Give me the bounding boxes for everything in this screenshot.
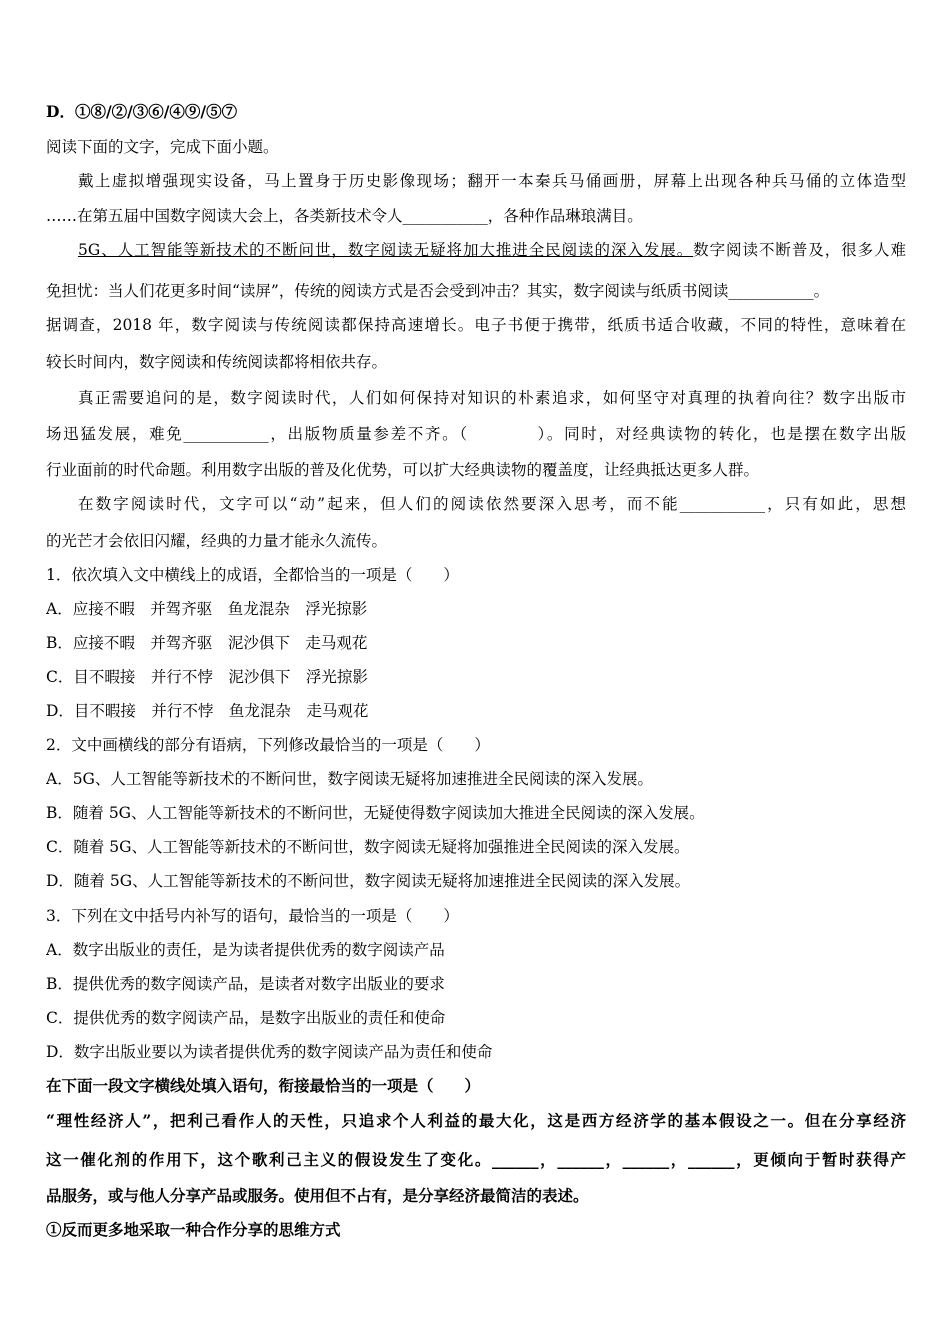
answer-option: C．提供优秀的数字阅读产品，是数字出版业的责任和使命 — [46, 1009, 446, 1027]
passage-line: 行业面前的时代命题。利用数字出版的普及化优势，可以扩大经典读物的覆盖度，让经典抵达更多人群。 — [46, 461, 760, 479]
passage2-line: 品服务，或与他人分享产品或服务。使用但不占有，是分享经济最简洁的表述。 — [46, 1186, 589, 1205]
question-title: 在下面一段文字横线处填入语句，衔接最恰当的一项是（ ） — [46, 1076, 481, 1095]
answer-option: D．随着 5G、人工智能等新技术的不断问世，数字阅读无疑将加速推进全民阅读的深入发展。 — [46, 872, 691, 890]
passage2-line: “理性经济人”，把利己看作人的天性，只追求个人利益的最大化，这是西方经济学的基本假设之一。但在分享经济 — [46, 1111, 906, 1130]
passage-line: ……在第五届中国数字阅读大会上，各类新技术令人___________，各种作品琳琅满目。 — [46, 207, 643, 225]
passage-line: 场迅猛发展，难免___________，出版物质量参差不齐。（ ）。同时，对经典读物的转化，也是摆在数字出版 — [46, 425, 906, 443]
answer-option: A．5G、人工智能等新技术的不断问世，数字阅读无疑将加速推进全民阅读的深入发展。 — [46, 770, 653, 788]
passage-line-tail: 数字阅读不断普及，很多人难 — [693, 241, 906, 259]
answer-option: A．应接不暇 并驾齐驱 鱼龙混杂 浮光掠影 — [46, 600, 368, 618]
answer-option: ①反而更多地采取一种合作分享的思维方式 — [46, 1220, 341, 1239]
previous-question-option-d: D．①⑧/②/③⑥/④⑨/⑤⑦ — [46, 102, 238, 121]
passage2-line: 这一催化剂的作用下，这个歌利己主义的假设发生了变化。______，______，______，______，更倾向于暂时获得产 — [46, 1150, 906, 1169]
question-stem: 2．文中画横线的部分有语病，下列修改最恰当的一项是（ ） — [46, 736, 490, 754]
answer-option: B．提供优秀的数字阅读产品，是读者对数字出版业的要求 — [46, 975, 445, 993]
answer-option: D．目不暇接 并行不悖 鱼龙混杂 走马观花 — [46, 702, 369, 720]
answer-option: B．应接不暇 并驾齐驱 泥沙俱下 走马观花 — [46, 634, 368, 652]
passage-line: 据调查，2018 年，数字阅读与传统阅读都保持高速增长。电子书便于携带，纸质书适合收藏，不同的特性，意味着在 — [46, 316, 906, 334]
passage-line: 真正需要追问的是，数字阅读时代，人们如何保持对知识的朴素追求，如何坚守对真理的执着向往？数字出版市 — [78, 389, 906, 407]
passage-line: 在数字阅读时代，文字可以“动”起来，但人们的阅读依然要深入思考，而不能___________，只有如此，思想 — [78, 495, 906, 513]
question-stem: 3．下列在文中括号内补写的语句，最恰当的一项是（ ） — [46, 907, 459, 925]
answer-option: C．随着 5G、人工智能等新技术的不断问世，数字阅读无疑将加强推进全民阅读的深入发展。 — [46, 838, 690, 856]
passage-line — [78, 240, 906, 260]
underlined-sentence: 5G、人工智能等新技术的不断问世，数字阅读无疑将加大推进全民阅读的深入发展。 — [78, 241, 694, 259]
question-stem: 1．依次填入文中横线上的成语，全都恰当的一项是（ ） — [46, 566, 459, 584]
passage-line: 较长时间内，数字阅读和传统阅读都将相依共存。 — [46, 353, 388, 371]
answer-option: B．随着 5G、人工智能等新技术的不断问世，无疑使得数字阅读加大推进全民阅读的深入发展。 — [46, 804, 705, 822]
passage-line: 戴上虚拟增强现实设备，马上置身于历史影像现场；翻开一本秦兵马俑画册，屏幕上出现各种兵马俑的立体造型 — [78, 172, 906, 190]
answer-option: D．数字出版业要以为读者提供优秀的数字阅读产品为责任和使命 — [46, 1043, 493, 1061]
passage-line: 的光芒才会依旧闪耀，经典的力量才能永久流传。 — [46, 532, 388, 550]
reading-instruction: 阅读下面的文字，完成下面小题。 — [46, 138, 279, 156]
passage-line: 免担忧：当人们花更多时间“读屏”，传统的阅读方式是否会受到冲击？其实，数字阅读与纸质书阅读___________。 — [46, 282, 830, 300]
answer-option: C．目不暇接 并行不悖 泥沙俱下 浮光掠影 — [46, 668, 368, 686]
answer-option: A．数字出版业的责任，是为读者提供优秀的数字阅读产品 — [46, 941, 445, 959]
